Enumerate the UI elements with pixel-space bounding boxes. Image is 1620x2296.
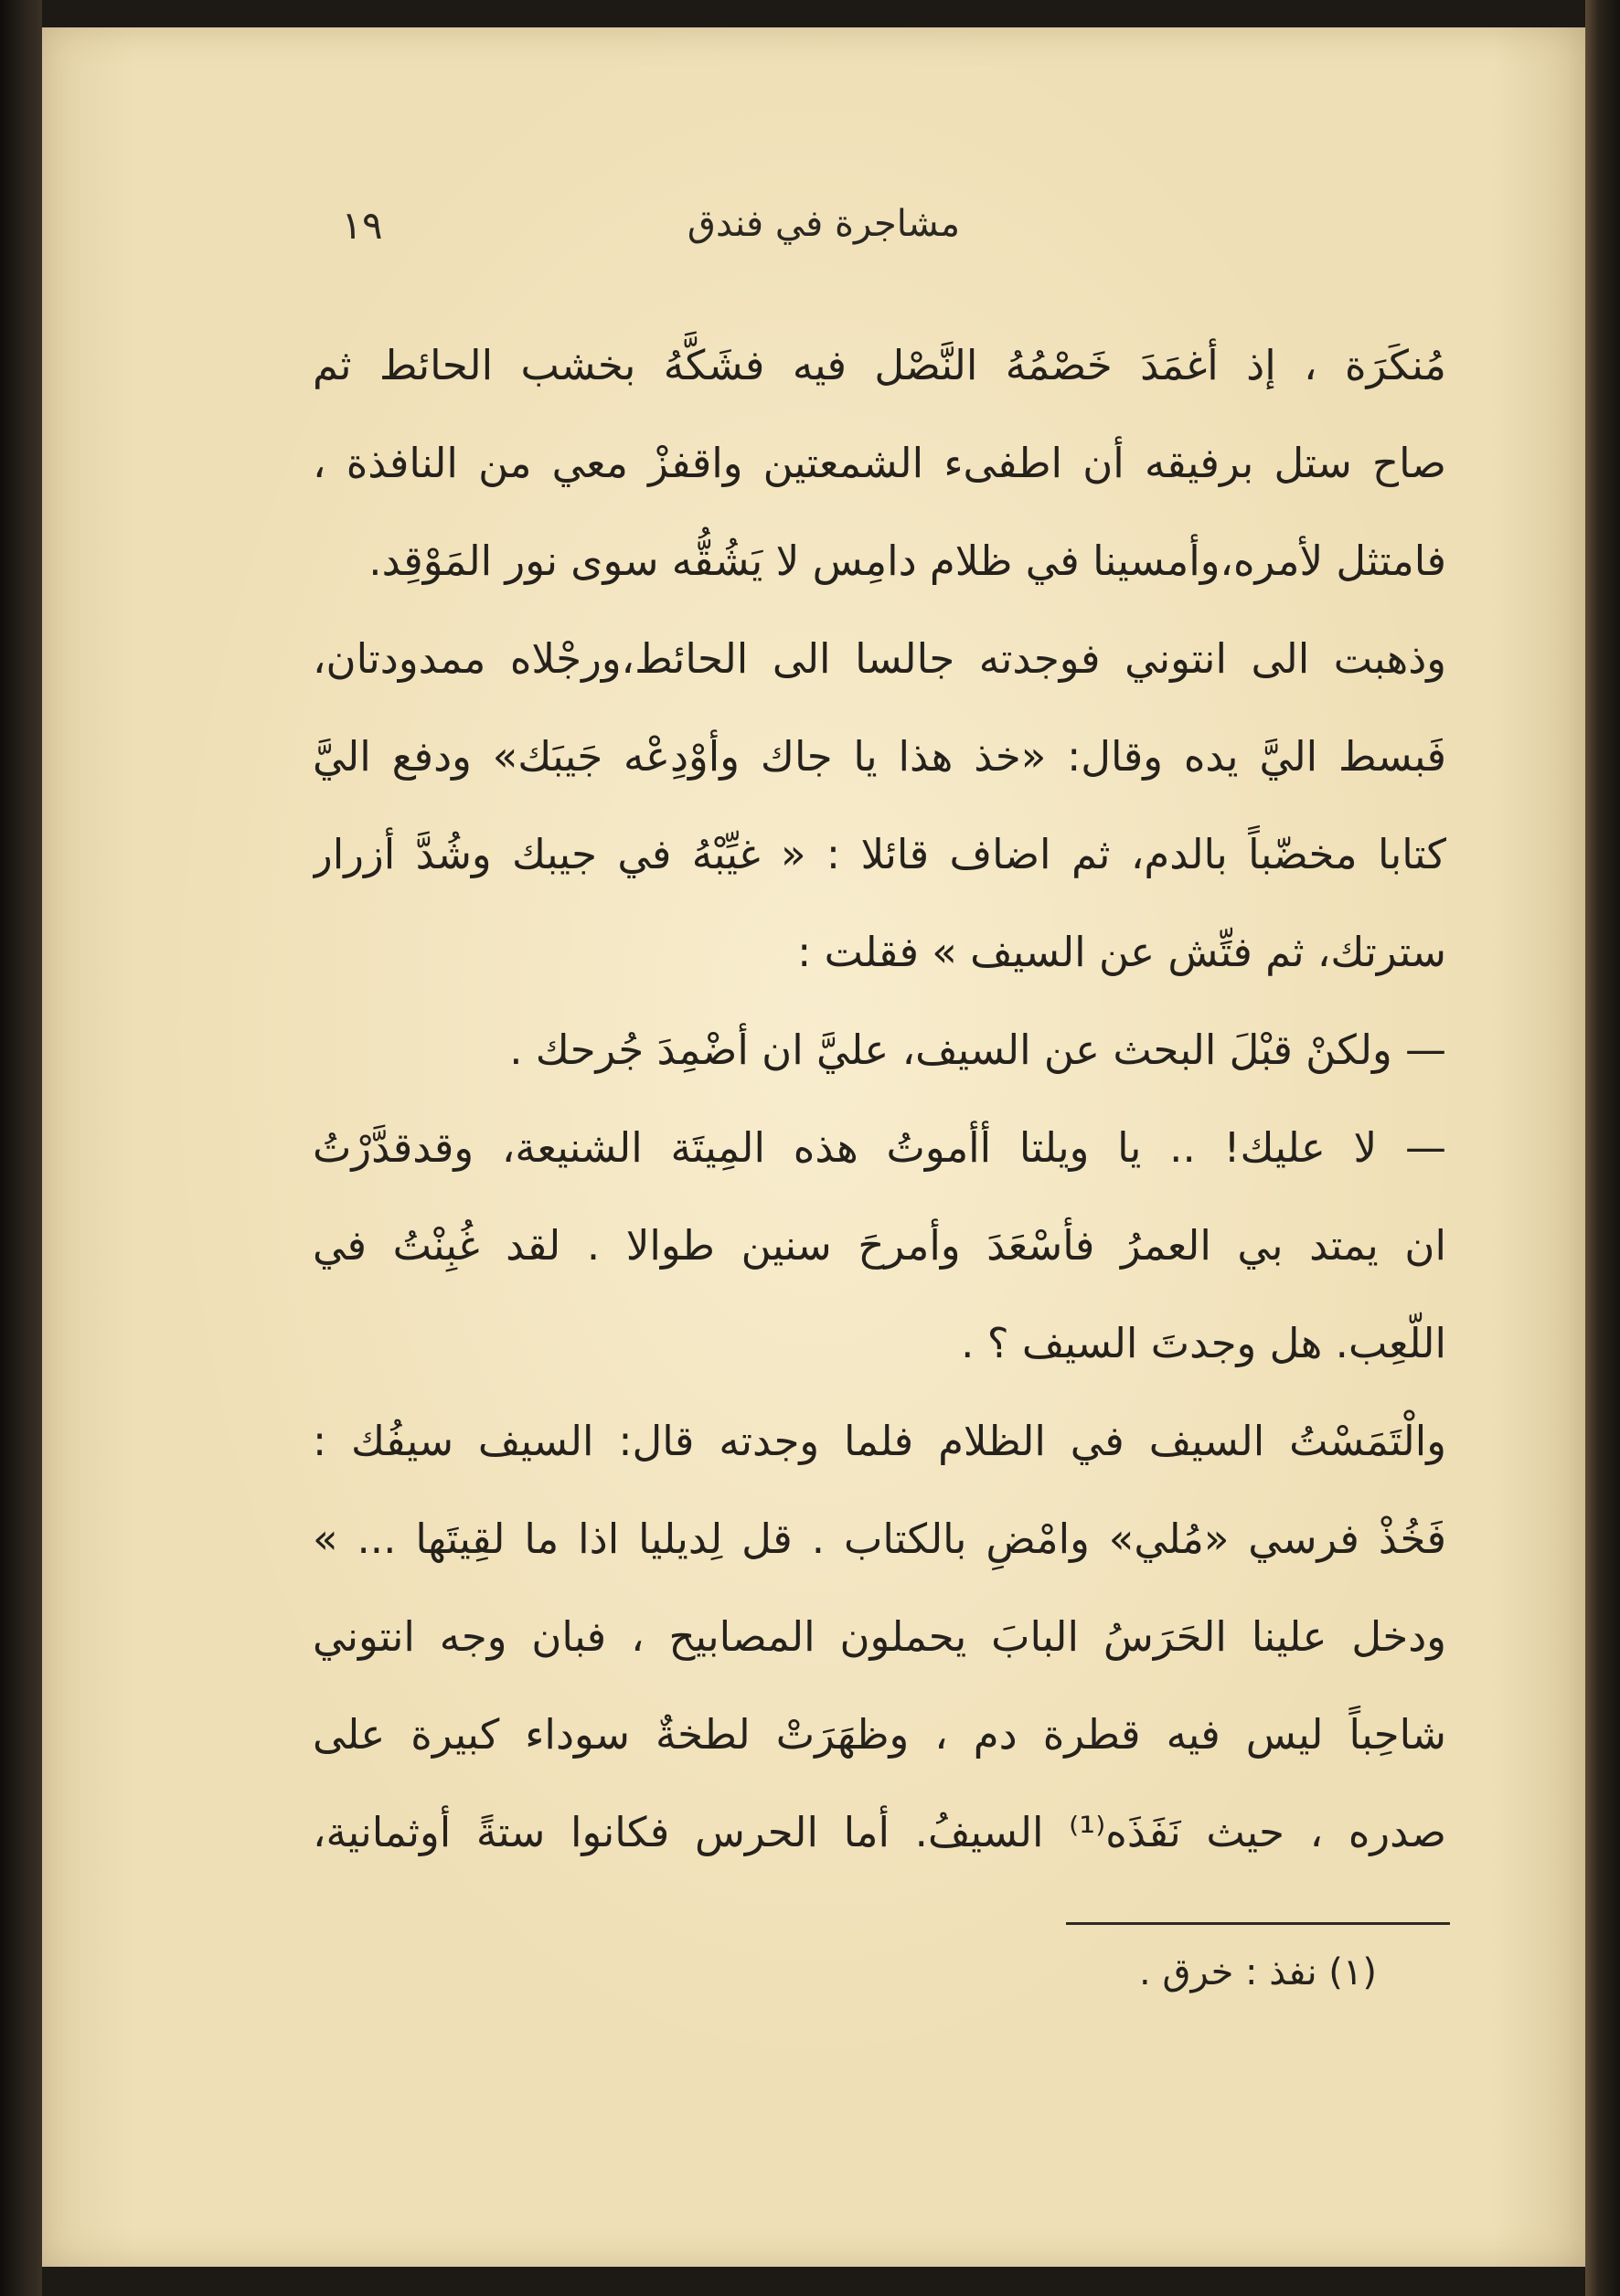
page-number: ١٩ — [341, 203, 383, 248]
footnote-divider — [1066, 1922, 1450, 1925]
text-line-16: صدره ، حيث نَفَذَه⁽¹⁾ السيفُ. أما الحرس فكانوا ستةً أوثمانية، — [313, 1808, 1446, 1856]
book-binding-left — [0, 0, 42, 2296]
book-page — [42, 27, 1585, 2267]
text-line-1: مُنكَرَة ، إذ أغمَدَ خَصْمُهُ النَّصْل فيه فشَكَّهُ بخشب الحائط ثم — [313, 341, 1446, 389]
running-title: مشاجرة في فندق — [687, 203, 961, 245]
text-line-9: — لا عليك! .. يا ويلتا أأموتُ هذه المِيتَة الشنيعة، وقدقدَّرْتُ — [313, 1123, 1446, 1172]
text-line-13: فَخُذْ فرسي «مُلي» وامْضِ بالكتاب . قل لِديليا اذا ما لقِيتَها ... » — [313, 1515, 1446, 1563]
text-line-10: ان يمتد بي العمرُ فأسْعَدَ وأمرحَ سنين طوالا . لقد غُبِنْتُ في — [313, 1221, 1446, 1270]
text-line-12: والْتَمَسْتُ السيف في الظلام فلما وجدته قال: السيف سيفُك : — [313, 1417, 1446, 1465]
book-edge-right — [1585, 0, 1620, 2296]
text-line-6: كتابا مخضّباً بالدم، ثم اضاف قائلا : « غيِّبْهُ في جيبك وشُدَّ أزرار — [313, 830, 1446, 878]
text-line-3: فامتثل لأمره،وأمسينا في ظلام دامِس لا يَشُقُّه سوى نور المَوْقِد. — [368, 537, 1446, 585]
text-line-14: ودخل علينا الحَرَسُ البابَ يحملون المصابيح ، فبان وجه انتوني — [313, 1612, 1446, 1661]
text-line-7: سترتك، ثم فتِّش عن السيف » فقلت : — [797, 928, 1446, 976]
text-line-4: وذهبت الى انتوني فوجدته جالسا الى الحائط،ورجْلاه ممدودتان، — [313, 634, 1446, 683]
text-line-8: — ولكنْ قبْلَ البحث عن السيف، عليَّ ان أضْمِدَ جُرحك . — [509, 1026, 1446, 1074]
page-header — [42, 203, 1585, 267]
text-line-2: صاح ستل برفيقه أن اطفىء الشمعتين واقفزْ معي من النافذة ، — [313, 439, 1446, 487]
footnote: (١) نفذ : خرق . — [1139, 1951, 1377, 1993]
body-text — [313, 320, 1446, 1885]
text-line-5: فَبسط اليَّ يده وقال: «خذ هذا يا جاك وأوْدِعْه جَيبَك» ودفع اليَّ — [313, 732, 1446, 781]
text-line-11: اللّعِب. هل وجدتَ السيف ؟ . — [961, 1319, 1446, 1367]
text-line-15: شاحِباً ليس فيه قطرة دم ، وظهَرَتْ لطخةٌ سوداء كبيرة على — [313, 1710, 1446, 1759]
